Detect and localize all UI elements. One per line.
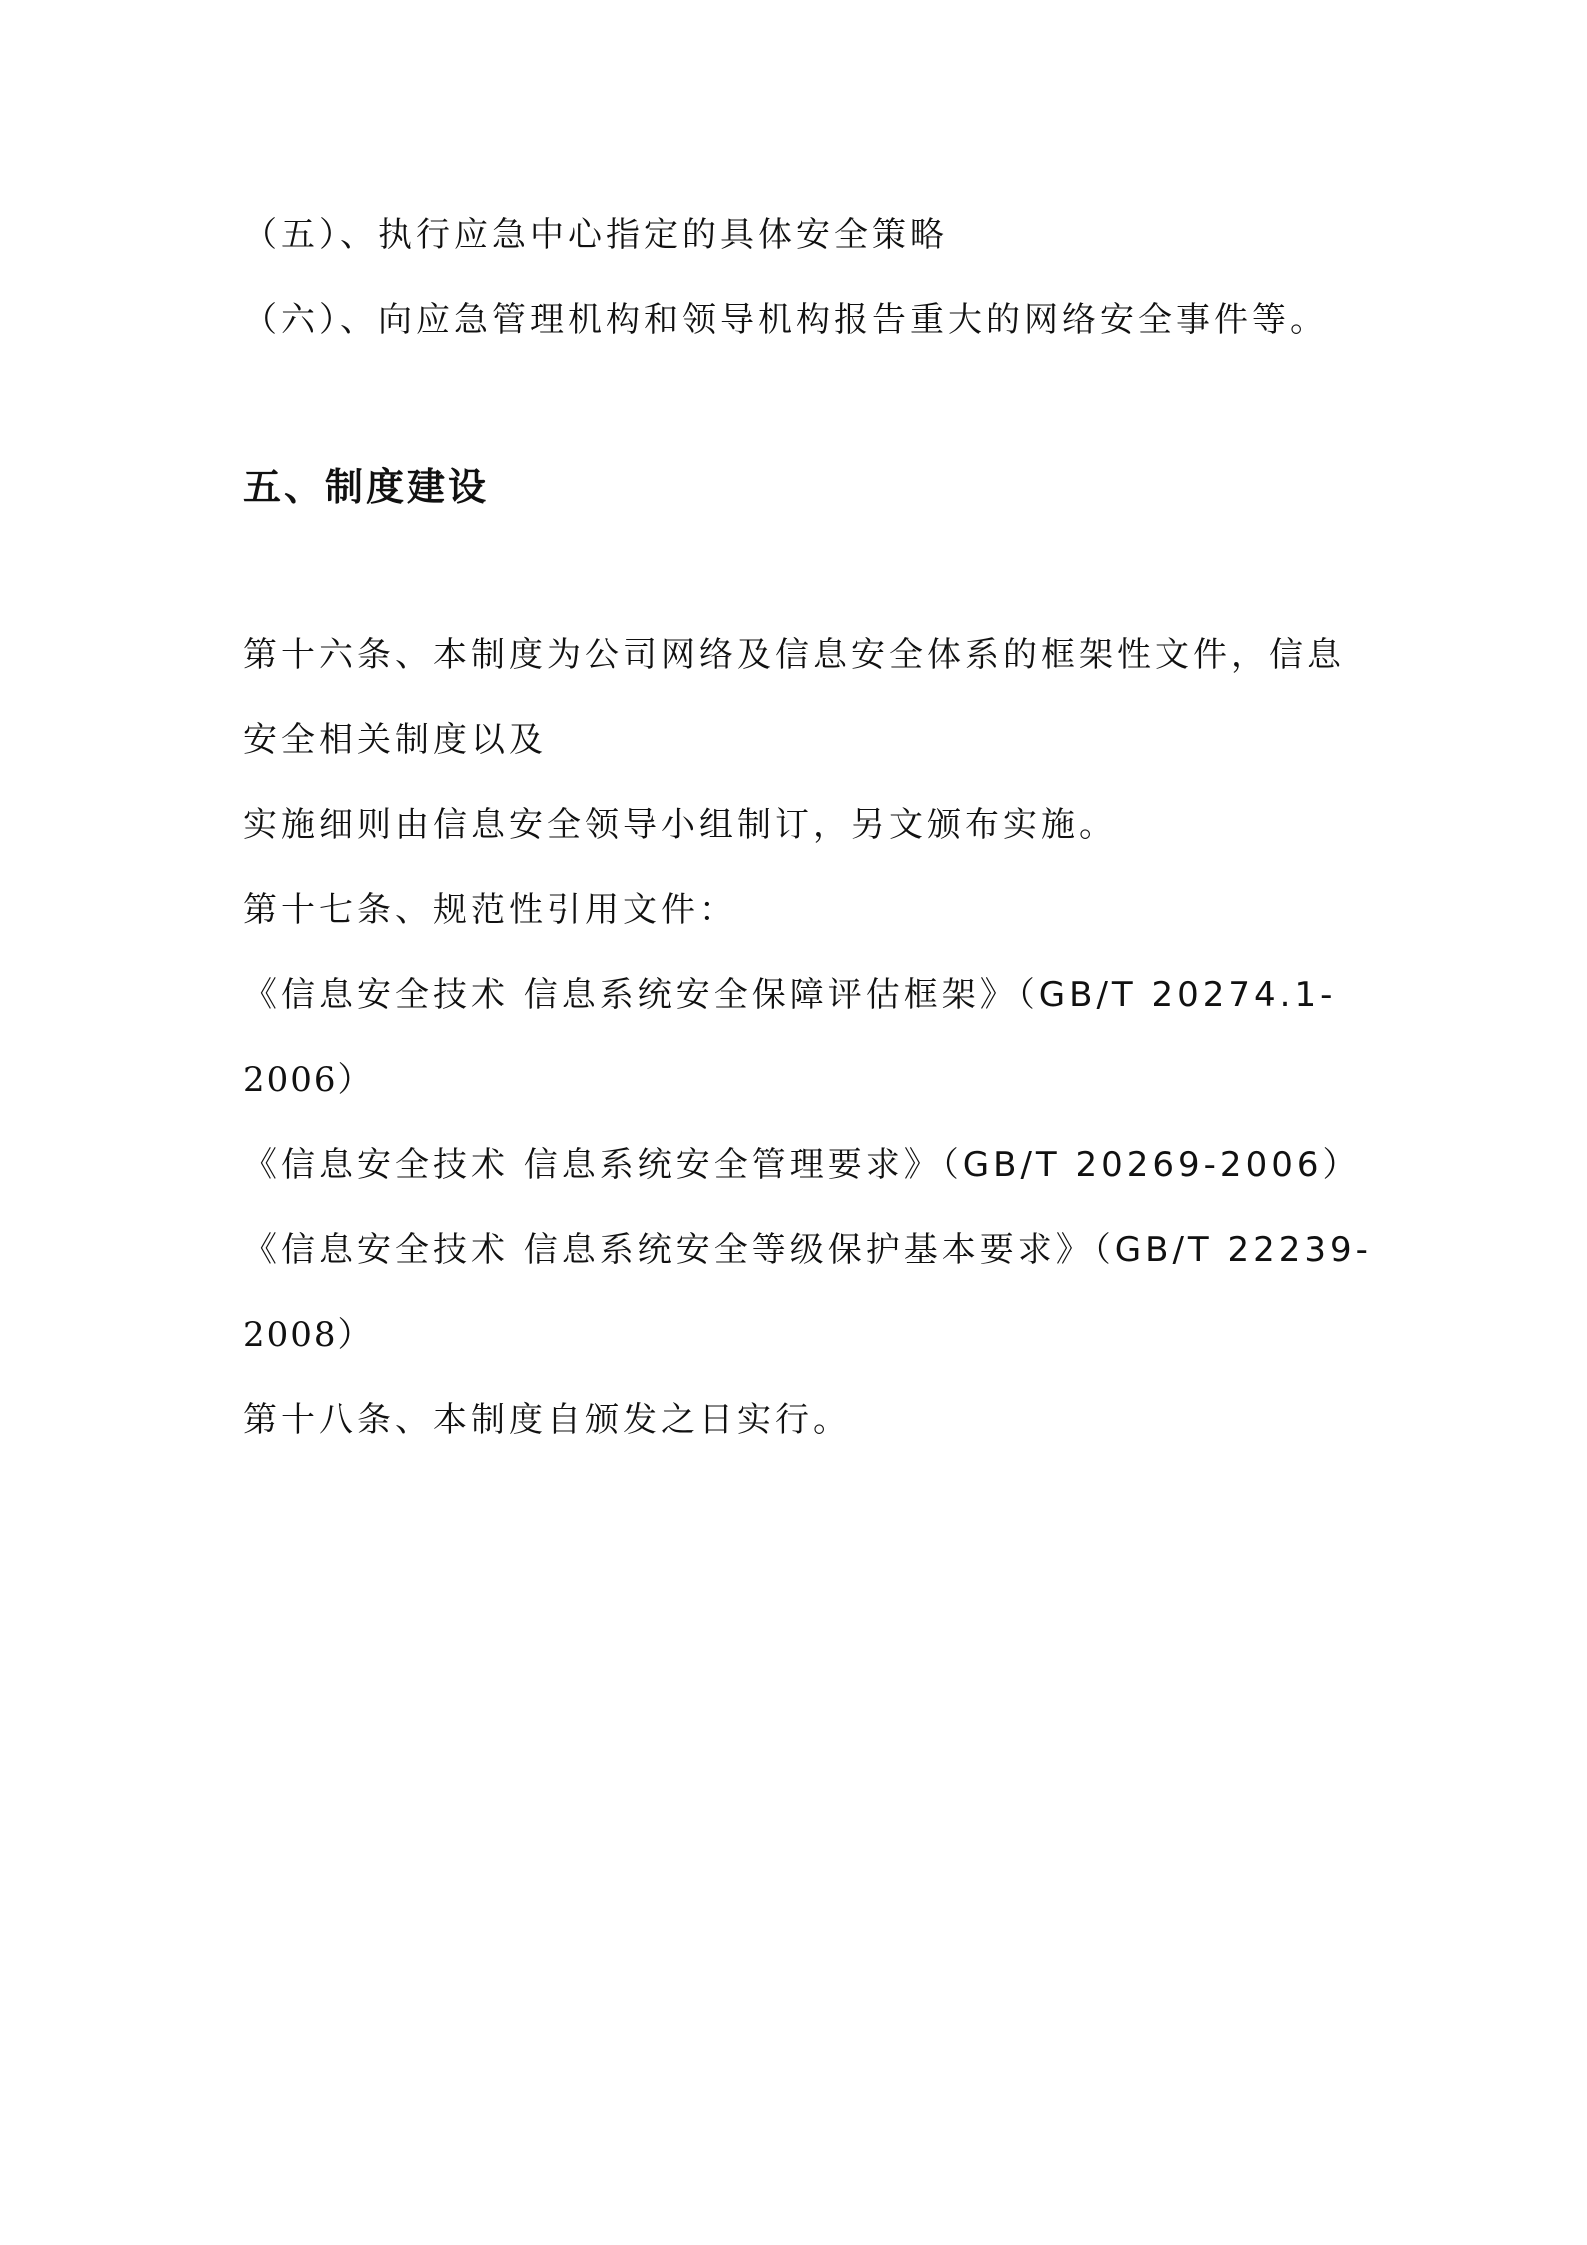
reference-3-line-1: 《信息安全技术 信息系统安全等级保护基本要求》（GB/T 22239- xyxy=(243,1230,1372,1270)
reference-3-line-2: 2008） xyxy=(243,1315,374,1355)
reference-2: 《信息安全技术 信息系统安全管理要求》（GB/T 20269-2006） xyxy=(243,1145,1361,1185)
article-18: 第十八条、本制度自颁发之日实行。 xyxy=(243,1400,851,1440)
reference-1-line-1: 《信息安全技术 信息系统安全保障评估框架》（GB/T 20274.1- xyxy=(243,975,1337,1015)
article-16-line-2: 安全相关制度以及 xyxy=(243,720,547,760)
article-17: 第十七条、规范性引用文件： xyxy=(243,890,737,930)
reference-1-line-2: 2006） xyxy=(243,1060,374,1100)
article-16-line-1: 第十六条、本制度为公司网络及信息安全体系的框架性文件，信息 xyxy=(243,635,1345,675)
article-16-line-3: 实施细则由信息安全领导小组制订，另文颁布实施。 xyxy=(243,805,1117,845)
list-item-6: （六）、向应急管理机构和领导机构报告重大的网络安全事件等。 xyxy=(243,300,1328,340)
list-item-5: （五）、执行应急中心指定的具体安全策略 xyxy=(243,215,948,255)
section-heading: 五、制度建设 xyxy=(243,465,490,509)
